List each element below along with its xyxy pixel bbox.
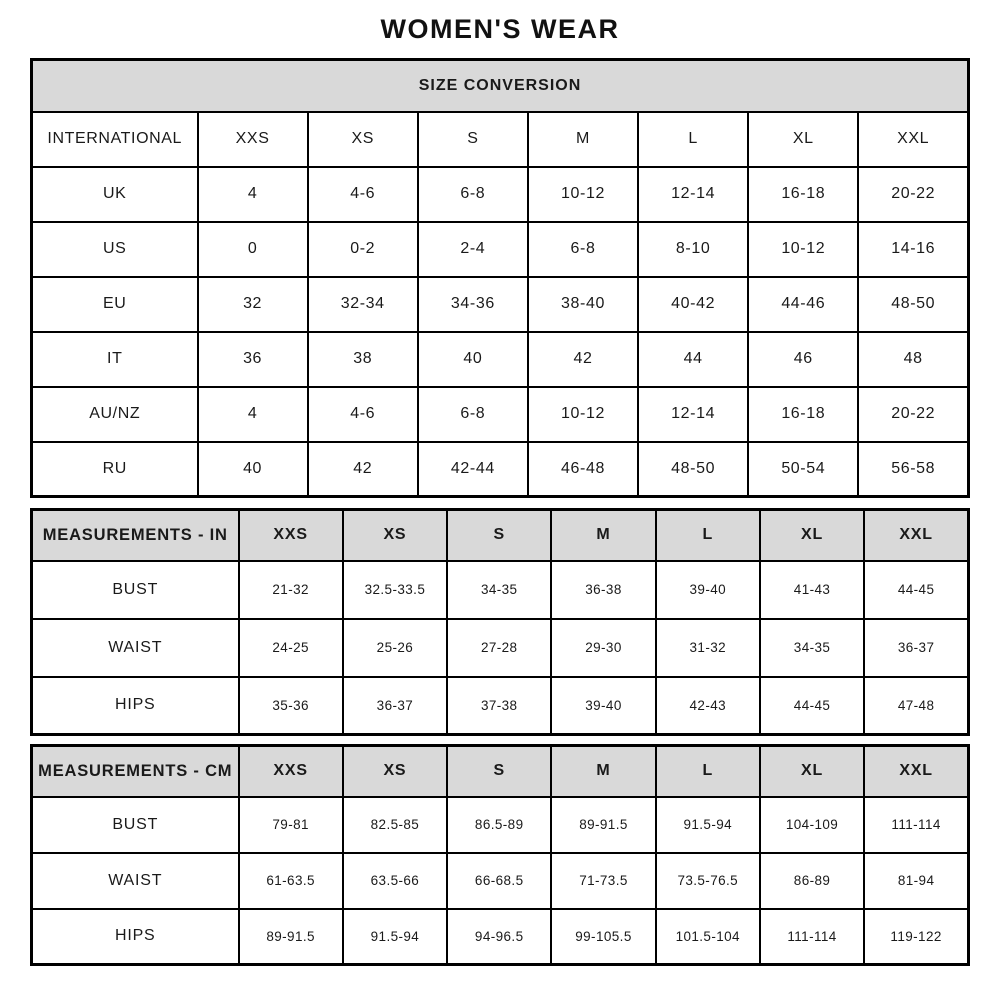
- cell: 41-43: [760, 561, 864, 619]
- cell: 47-48: [864, 677, 968, 735]
- cell: 32.5-33.5: [343, 561, 447, 619]
- cell: 36-37: [864, 619, 968, 677]
- cell: 10-12: [528, 387, 638, 442]
- table-row-bust-in: [32, 561, 969, 619]
- cell: 16-18: [748, 387, 858, 442]
- row-label: EU: [32, 277, 198, 332]
- cell: 35-36: [239, 677, 343, 735]
- cell: 29-30: [551, 619, 655, 677]
- size-header-xxs: XXS: [239, 746, 343, 797]
- cell: 81-94: [864, 853, 968, 909]
- cell: 4-6: [308, 387, 418, 442]
- row-label: WAIST: [32, 619, 239, 677]
- cell: 20-22: [858, 167, 968, 222]
- size-header-l: L: [656, 746, 760, 797]
- table-spacer: [30, 498, 970, 508]
- cell: 4: [198, 387, 308, 442]
- cell: 44-45: [864, 561, 968, 619]
- row-label: RU: [32, 442, 198, 497]
- cell: 89-91.5: [551, 797, 655, 853]
- cell: 42-44: [418, 442, 528, 497]
- cell: 61-63.5: [239, 853, 343, 909]
- size-header-l: L: [656, 510, 760, 561]
- cell: 48-50: [638, 442, 748, 497]
- cell: 48: [858, 332, 968, 387]
- cell: 94-96.5: [447, 909, 551, 965]
- row-label: UK: [32, 167, 198, 222]
- cell: 39-40: [551, 677, 655, 735]
- cell: 6-8: [418, 387, 528, 442]
- table-row-it: [32, 332, 969, 387]
- table-row-waist-cm: [32, 853, 969, 909]
- cell: 63.5-66: [343, 853, 447, 909]
- cell: 36-37: [343, 677, 447, 735]
- cell: 50-54: [748, 442, 858, 497]
- cell: 16-18: [748, 167, 858, 222]
- measurements-in-title: MEASUREMENTS - IN: [32, 510, 239, 561]
- row-label: BUST: [32, 561, 239, 619]
- cell: 25-26: [343, 619, 447, 677]
- size-header-s: S: [418, 112, 528, 167]
- size-header-xxl: XXL: [858, 112, 968, 167]
- row-label: IT: [32, 332, 198, 387]
- cell: 86.5-89: [447, 797, 551, 853]
- cell: 8-10: [638, 222, 748, 277]
- cell: 12-14: [638, 167, 748, 222]
- table-row-ru: [32, 442, 969, 497]
- measurements-cm-table: [30, 744, 970, 966]
- cell: 42: [308, 442, 418, 497]
- cell: 101.5-104: [656, 909, 760, 965]
- row-label: HIPS: [32, 677, 239, 735]
- cell: 48-50: [858, 277, 968, 332]
- table-row-waist-in: [32, 619, 969, 677]
- cell: 2-4: [418, 222, 528, 277]
- table-caption-row: [32, 60, 969, 112]
- size-header-m: M: [551, 510, 655, 561]
- size-header-xxs: XXS: [239, 510, 343, 561]
- measurements-in-header-row: [32, 510, 969, 561]
- cell: 79-81: [239, 797, 343, 853]
- cell: 27-28: [447, 619, 551, 677]
- cell: 40: [198, 442, 308, 497]
- row-label: WAIST: [32, 853, 239, 909]
- size-header-xs: XS: [343, 746, 447, 797]
- size-header-m: M: [528, 112, 638, 167]
- cell: 6-8: [418, 167, 528, 222]
- header-international: INTERNATIONAL: [32, 112, 198, 167]
- cell: 0-2: [308, 222, 418, 277]
- table-row-hips-cm: [32, 909, 969, 965]
- table-spacer: [30, 736, 970, 744]
- cell: 71-73.5: [551, 853, 655, 909]
- size-header-xxl: XXL: [864, 746, 968, 797]
- cell: 44-45: [760, 677, 864, 735]
- cell: 10-12: [528, 167, 638, 222]
- cell: 46-48: [528, 442, 638, 497]
- cell: 73.5-76.5: [656, 853, 760, 909]
- size-header-xxl: XXL: [864, 510, 968, 561]
- cell: 44: [638, 332, 748, 387]
- cell: 42-43: [656, 677, 760, 735]
- cell: 42: [528, 332, 638, 387]
- cell: 44-46: [748, 277, 858, 332]
- cell: 37-38: [447, 677, 551, 735]
- cell: 104-109: [760, 797, 864, 853]
- cell: 99-105.5: [551, 909, 655, 965]
- cell: 39-40: [656, 561, 760, 619]
- size-header-s: S: [447, 510, 551, 561]
- page-title: WOMEN'S WEAR: [380, 14, 620, 44]
- cell: 10-12: [748, 222, 858, 277]
- cell: 38-40: [528, 277, 638, 332]
- size-header-s: S: [447, 746, 551, 797]
- cell: 56-58: [858, 442, 968, 497]
- measurements-cm-title: MEASUREMENTS - CM: [32, 746, 239, 797]
- cell: 40-42: [638, 277, 748, 332]
- size-header-xxs: XXS: [198, 112, 308, 167]
- size-header-l: L: [638, 112, 748, 167]
- cell: 32: [198, 277, 308, 332]
- cell: 91.5-94: [343, 909, 447, 965]
- table-row-uk: [32, 167, 969, 222]
- row-label: BUST: [32, 797, 239, 853]
- size-conversion-table: [30, 58, 970, 498]
- cell: 119-122: [864, 909, 968, 965]
- measurements-in-table: [30, 508, 970, 736]
- cell: 36-38: [551, 561, 655, 619]
- row-label: AU/NZ: [32, 387, 198, 442]
- cell: 40: [418, 332, 528, 387]
- size-header-xs: XS: [343, 510, 447, 561]
- cell: 4-6: [308, 167, 418, 222]
- table-row-eu: [32, 277, 969, 332]
- cell: 20-22: [858, 387, 968, 442]
- cell: 0: [198, 222, 308, 277]
- size-conversion-title: SIZE CONVERSION: [32, 60, 969, 112]
- cell: 46: [748, 332, 858, 387]
- cell: 34-35: [447, 561, 551, 619]
- cell: 111-114: [760, 909, 864, 965]
- size-header-xl: XL: [748, 112, 858, 167]
- cell: 14-16: [858, 222, 968, 277]
- cell: 82.5-85: [343, 797, 447, 853]
- cell: 24-25: [239, 619, 343, 677]
- cell: 31-32: [656, 619, 760, 677]
- size-header-m: M: [551, 746, 655, 797]
- cell: 38: [308, 332, 418, 387]
- size-header-xs: XS: [308, 112, 418, 167]
- cell: 6-8: [528, 222, 638, 277]
- cell: 111-114: [864, 797, 968, 853]
- row-label: US: [32, 222, 198, 277]
- cell: 34-36: [418, 277, 528, 332]
- cell: 36: [198, 332, 308, 387]
- measurements-cm-header-row: [32, 746, 969, 797]
- table-row-bust-cm: [32, 797, 969, 853]
- cell: 89-91.5: [239, 909, 343, 965]
- cell: 12-14: [638, 387, 748, 442]
- cell: 66-68.5: [447, 853, 551, 909]
- size-header-xl: XL: [760, 510, 864, 561]
- cell: 4: [198, 167, 308, 222]
- row-label: HIPS: [32, 909, 239, 965]
- cell: 86-89: [760, 853, 864, 909]
- cell: 21-32: [239, 561, 343, 619]
- table-row-aunz: [32, 387, 969, 442]
- table-row-hips-in: [32, 677, 969, 735]
- size-header-xl: XL: [760, 746, 864, 797]
- size-header-row: [32, 112, 969, 167]
- table-row-us: [32, 222, 969, 277]
- cell: 34-35: [760, 619, 864, 677]
- cell: 32-34: [308, 277, 418, 332]
- cell: 91.5-94: [656, 797, 760, 853]
